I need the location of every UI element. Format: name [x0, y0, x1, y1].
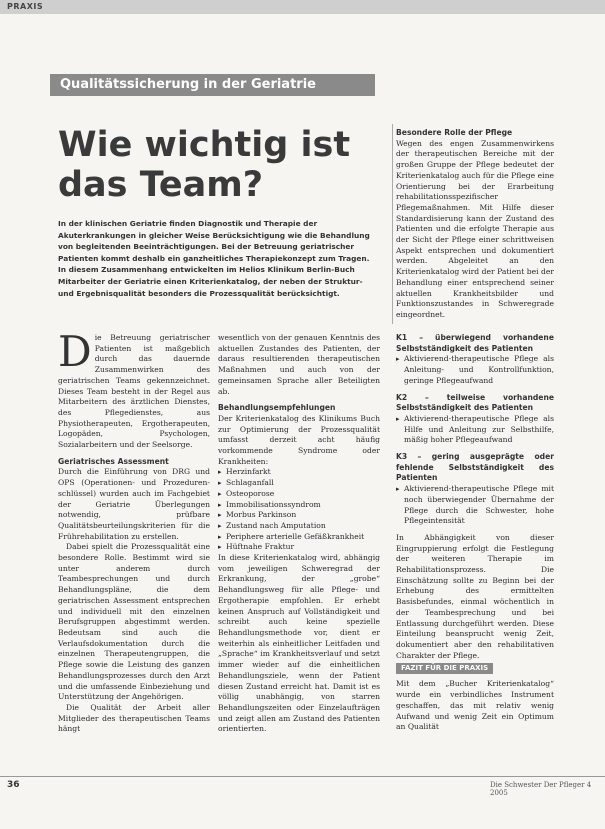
sidebar-title: Besondere Rolle der Pflege: [396, 128, 513, 137]
k1-list: [396, 354, 554, 386]
column-1: [58, 327, 210, 735]
paragraph: In diese Kriterienkatalog wird, abhängig vom jeweiligen Schweregrad der Erkrankung, der „grobe“ Behandlungsweg für alle Pflege- und Ergotherapie empfohlen. Er erhebt keinen Anspruch auf Vollständigkeit und schreibt auch keine spezielle Behandlungsmethode vor, dient er weiterhin als einheitlicher Leitfaden und „Sprache“ im Krankheitsverlauf und setzt immer wieder auf die einheitlichen Behandlungsziele, wenn der Patient diesen Zustand erreicht hat. Damit ist es völlig unabhängig, von starren Behandlungszeiten oder Einzelaufträgen und zeigt allen am Zustand des Patienten orientierten.: [218, 553, 380, 734]
k2-title: K2 – teilweise vorhandene Selbstständigkeit des Patienten: [396, 392, 554, 413]
drop-cap: D: [58, 327, 92, 376]
list-item: ▸ Herzinfarkt: [218, 467, 380, 478]
page-number: 36: [7, 780, 20, 790]
list-item: ▸ Aktivierend-therapeutische Pflege als Hilfe und Anleitung zur Selbsthilfe, mäßig hoher Pflegeaufwand: [396, 414, 554, 446]
headline: Wie wichtig ist das Team?: [58, 125, 351, 205]
list-item: ▸ Morbus Parkinson: [218, 510, 380, 521]
sidebar-box: [396, 128, 554, 321]
top-bar: [0, 0, 605, 14]
column-3: [396, 333, 554, 733]
paragraph: Durch die Einführung von DRG und OPS (Operationen- und Prozeduren-schlüssel) wurden auch im Fachgebiet der Geriatrie Überlegungen notwendig, prüfbare Qualitätsbeurteilungskriterien für die Frührehabilitation zu erstellen.: [58, 467, 210, 541]
lead-paragraph: In der klinischen Geriatrie finden Diagnostik und Therapie der Akuterkrankungen in gleicher Weise Berücksichtigung wie die Behandlung von begleitenden Beeinträchtigungen. Bei der Betreuung geriatrischer Patienten kommt deshalb ein ganzheitliches Therapiekonzept zum Tragen. In diesem Zusammenhang entwickelten im Helios Klinikum Berlin-Buch Mitarbeiter der Geriatrie einen Kriterienkatalog, der neben der Struktur- und Ergebnisqualität besonders die Prozessqualität berücksichtigt.: [58, 219, 370, 298]
section-label: PRAXIS: [7, 2, 44, 11]
sidebar-text: Wegen des engen Zusammenwirkens der therapeutischen Bereiche mit der großen Gruppe der Pflege bedeutet der Kriterienkatalog auch für die Pflege eine Orientierung bei der Erarbeitung rehabilitationsspezifischer Pflegemaßnahmen. Mit Hilfe dieser Standardisierung kann der Zustand des Patienten und die erfolgte Therapie aus der Sicht der Pflege einer schrittweisen Aspekt entsprechen und dokumentiert werden. Abgeleitet an den Kriterienkatalog wird der Patient bei der Behandlung einer entsprechend seiner aktuellen Krankheitsbilder und Funktionszustandes in Schweregrade eingeordnet.: [396, 138, 554, 319]
journal-name: Die Schwester Der Pfleger 4 2005: [490, 781, 592, 797]
list-item: ▸ Osteoporose: [218, 489, 380, 500]
paragraph: Dabei spielt die Prozessqualität eine besondere Rolle. Bestimmt wird sie unter anderem durch Teambesprechungen und durch Behandlungspläne, die dem geriatrischen Assessment entsprechen und individuell mit den einzelnen Berufsgruppen abgestimmt werden. Bedeutsam sind auch die Verlaufsdokumentation durch die einzelnen Therapeutengruppen, die Pflege sowie die Leistung des ganzen Behandlungsprozesses durch den Arzt und die umfassende Einbeziehung und Unterstützung der Angehörigen.: [58, 542, 210, 702]
k2-list: [396, 414, 554, 446]
list-item: ▸ Schlaganfall: [218, 478, 380, 489]
sidebar-rule: [392, 124, 393, 324]
paragraph: In Abhängigkeit von dieser Eingruppierung erfolgt die Festlegung der weiteren Therapie im Rehabilitationsprozess. Die Einschätzung sollte zu Beginn bei der Erhebung des ermittelten Basisbefundes, einmal wöchentlich in der Teambesprechung und bei Entlassung durchgeführt werden. Diese Einteilung beansprucht wenig Zeit, dokumentiert aber den rehabilitativen Charakter der Pflege.: [396, 532, 554, 660]
paragraph: Die Qualität der Arbeit aller Mitglieder des therapeutischen Teams hängt: [58, 702, 210, 734]
fazit-badge: FAZIT FÜR DIE PRAXIS: [396, 663, 493, 674]
paragraph: Der Kriterienkatalog des Klinikums Buch zur Optimierung der Prozessqualität umfasst derzeit acht häufig vorkommende Syndrome oder Krankheiten:: [218, 413, 380, 466]
list-item: ▸ Immobilisationssyndrom: [218, 500, 380, 511]
list-item: ▸ Hüftnahe Fraktur: [218, 542, 380, 553]
list-item: ▸ Periphere arterielle Gefäßkrankheit: [218, 532, 380, 543]
footer-rule: [0, 776, 605, 777]
subheading-recommendations: Behandlungsempfehlungen: [218, 403, 336, 413]
k1-title: K1 – überwiegend vorhandene Selbstständigkeit des Patienten: [396, 333, 554, 353]
paragraph: Mit dem „Bucher Kriterienkatalog“ wurde ein verbindliches Instrument geschaffen, das mit relativ wenig Aufwand und wenig Zeit ein Optimum an Qualität: [396, 679, 554, 732]
paragraph: wesentlich von der genauen Kenntnis des aktuellen Zustandes des Patienten, der daraus resultierenden therapeutischen Maßnahmen und auch von der gemeinsamen Sprache aller Beteiligten ab.: [218, 333, 380, 396]
list-item: ▸ Zustand nach Amputation: [218, 521, 380, 532]
banner-title: Qualitätssicherung in der Geriatrie: [60, 77, 316, 92]
list-item: ▸ Aktivierend-therapeutische Pflege als Anleitung- und Kontrollfunktion, geringe Pflegeaufwand: [396, 354, 554, 386]
k3-list: [396, 484, 554, 527]
k3-title: K3 – gering ausgeprägte oder fehlende Selbstständigkeit des Patienten: [396, 452, 554, 483]
column-2: [218, 333, 380, 735]
intro-paragraph: ie Betreuung geriatrischer Patienten ist maßgeblich durch das dauernde Zusammenwirken des geriatrischen Teams gekennzeichnet. Dieses Team besteht in der Regel aus Mitarbeitern des ärztlichen Dienstes, des Pflegedienstes, aus Physiotherapeuten, Ergotherapeuten, Logopäden, Psychologen, Sozialarbeitern und der Seelsorge.: [58, 333, 210, 450]
syndrome-list: [218, 467, 380, 553]
title-banner: [50, 74, 375, 96]
list-item: ▸ Aktivierend-therapeutische Pflege mit noch überwiegender Übernahme der Pflege durch die Schwester, hohe Pflegeintensität: [396, 484, 554, 527]
subheading-assessment: Geriatrisches Assessment: [58, 456, 169, 466]
